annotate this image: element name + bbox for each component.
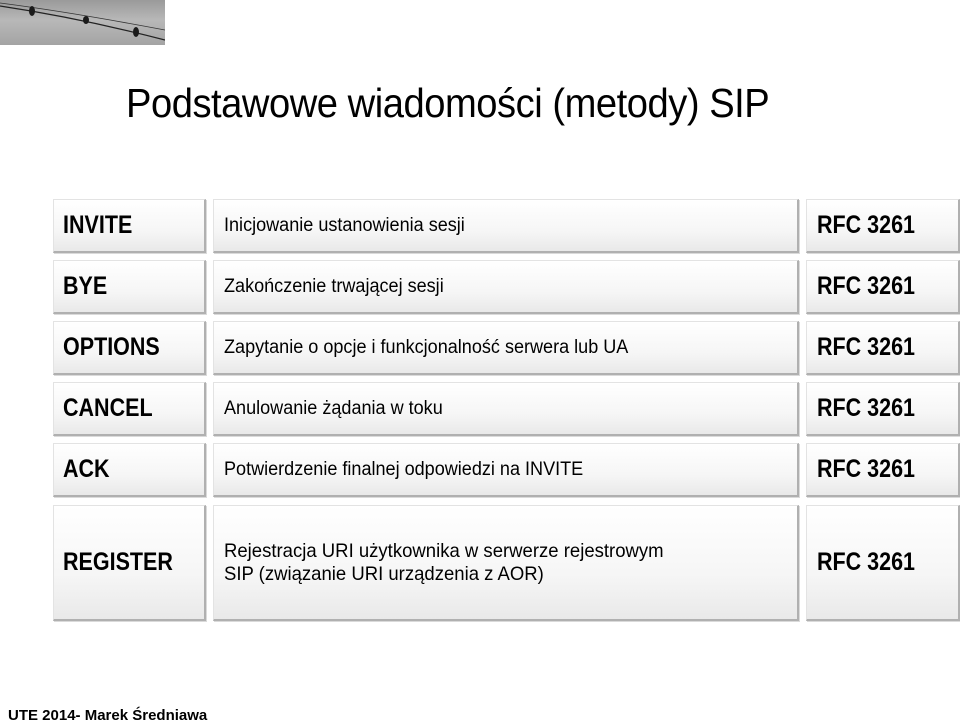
rfc-reference: RFC 3261	[817, 548, 915, 576]
method-name: REGISTER	[63, 548, 173, 576]
method-name: BYE	[63, 272, 108, 300]
method-name-cell	[53, 505, 206, 621]
method-description-cell	[213, 505, 799, 621]
method-description: Anulowanie żądania w toku	[224, 397, 443, 419]
method-name-cell	[53, 321, 206, 375]
rfc-reference: RFC 3261	[817, 333, 915, 361]
method-name-cell	[53, 260, 206, 314]
method-name-cell	[53, 443, 206, 497]
method-name: CANCEL	[63, 394, 153, 422]
rfc-cell	[806, 199, 960, 253]
rfc-cell	[806, 321, 960, 375]
slide-title: Podstawowe wiadomości (metody) SIP	[126, 80, 770, 126]
method-description-cell	[213, 260, 799, 314]
method-name-cell	[53, 199, 206, 253]
method-name: INVITE	[63, 211, 133, 239]
method-description: Inicjowanie ustanowienia sesji	[224, 214, 465, 236]
method-description-cell	[213, 199, 799, 253]
method-description: Zapytanie o opcje i funkcjonalność serwera lub UA	[224, 336, 629, 358]
birds-on-wire-photo	[0, 0, 165, 45]
rfc-reference: RFC 3261	[817, 211, 915, 239]
rfc-reference: RFC 3261	[817, 455, 915, 483]
method-description: Zakończenie trwającej sesji	[224, 275, 444, 297]
slide-footer: UTE 2014- Marek Średniawa	[8, 707, 208, 724]
rfc-cell	[806, 505, 960, 621]
rfc-reference: RFC 3261	[817, 272, 915, 300]
rfc-reference: RFC 3261	[817, 394, 915, 422]
rfc-cell	[806, 382, 960, 436]
method-name-cell	[53, 382, 206, 436]
method-description-cell	[213, 443, 799, 497]
method-name: ACK	[63, 455, 110, 483]
method-description	[224, 540, 664, 586]
method-name: OPTIONS	[63, 333, 160, 361]
method-description-cell	[213, 382, 799, 436]
method-description: Potwierdzenie finalnej odpowiedzi na INVITE	[224, 458, 584, 480]
description-line: Rejestracja URI użytkownika w serwerze rejestrowym	[224, 539, 664, 562]
rfc-cell	[806, 443, 960, 497]
description-line: SIP (związanie URI urządzenia z AOR)	[224, 562, 544, 585]
method-description-cell	[213, 321, 799, 375]
rfc-cell	[806, 260, 960, 314]
